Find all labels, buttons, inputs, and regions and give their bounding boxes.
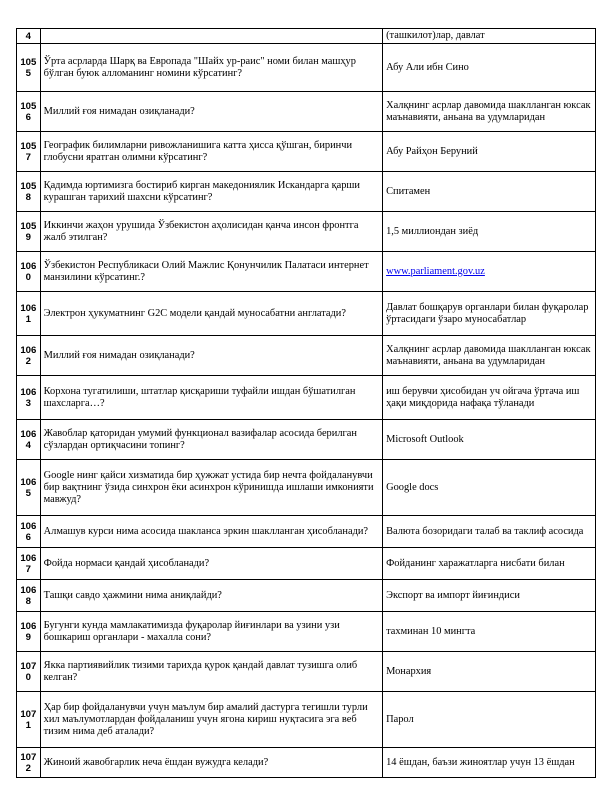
row-number [17, 292, 41, 336]
row-number-line1: 106 [20, 584, 37, 596]
row-number-line2: 3 [25, 397, 31, 409]
row-number [17, 460, 41, 516]
question-cell: Жиноий жавобгарлик неча ёшдан вужудга келади? [40, 748, 382, 778]
row-number-line2: 7 [25, 151, 31, 163]
row-number [17, 580, 41, 612]
question-cell: Географик билимларни ривожланишига катта ҳисса қўшган, биринчи глобусни яратган олимни кўрсатинг? [40, 132, 382, 172]
answer-cell: Парол [383, 692, 596, 748]
row-number-line1: 105 [20, 220, 37, 232]
question-cell: Қадимда юртимизга бостириб кирган македониялик Искандарга қарши курашган тарихий шахсни кўрсатинг? [40, 172, 382, 212]
row-number-line1: 4 [25, 30, 31, 42]
row-number-line2: 1 [25, 313, 31, 325]
row-number-line1: 106 [20, 260, 37, 272]
row-number-line2: 5 [25, 67, 31, 79]
answer-cell: Экспорт ва импорт йиғиндиси [383, 580, 596, 612]
row-number-line2: 6 [25, 111, 31, 123]
answer-cell: 1,5 миллиондан зиёд [383, 212, 596, 252]
table-row [17, 460, 596, 516]
row-number [17, 132, 41, 172]
row-number-line2: 6 [25, 531, 31, 543]
question-cell: Корхона тугатилиши, штатлар қисқариши туфайли ишдан бўшатилган шахсларга…? [40, 376, 382, 420]
row-number [17, 29, 41, 44]
row-number-line2: 8 [25, 595, 31, 607]
row-number [17, 548, 41, 580]
qa-table-body [17, 29, 596, 778]
row-number-line1: 106 [20, 520, 37, 532]
answer-cell: (ташкилот)лар, давлат [383, 29, 596, 44]
question-cell: Миллий ғоя нимадан озиқланади? [40, 336, 382, 376]
row-number-line2: 4 [25, 439, 31, 451]
question-cell: Ўзбекистон Республикаси Олий Мажлис Қонунчилик Палатаси интернет манзилини кўрсатинг.? [40, 252, 382, 292]
row-number-line1: 106 [20, 428, 37, 440]
table-row [17, 548, 596, 580]
question-cell: Ўрта асрларда Шарқ ва Европада "Шайх ур-раис" номи билан машҳур бўлган буюк алломанинг номини кўрсатинг? [40, 44, 382, 92]
table-row [17, 420, 596, 460]
question-cell: Якка партиявийлик тизими тарихда қурок қандай давлат тузишга олиб келган? [40, 652, 382, 692]
row-number-line1: 106 [20, 552, 37, 564]
question-cell: Миллий ғоя нимадан озиқланади? [40, 92, 382, 132]
row-number-line2: 2 [25, 355, 31, 367]
table-row [17, 252, 596, 292]
row-number-line2: 9 [25, 231, 31, 243]
row-number-line1: 106 [20, 476, 37, 488]
row-number-line2: 9 [25, 631, 31, 643]
row-number [17, 420, 41, 460]
row-number-line1: 107 [20, 751, 37, 763]
answer-cell: тахминан 10 мингта [383, 612, 596, 652]
question-cell [40, 29, 382, 44]
question-cell: Ҳар бир фойдаланувчи учун маълум бир амалий дастурга тегишли турли хил маълумотлардан фойдаланиш учун ягона кириш нуқтасига эга веб тизим нима деб аталади? [40, 692, 382, 748]
answer-cell: Microsoft Outlook [383, 420, 596, 460]
row-number [17, 92, 41, 132]
table-row [17, 516, 596, 548]
row-number-line2: 1 [25, 719, 31, 731]
row-number-line1: 106 [20, 620, 37, 632]
answer-cell: Фойданинг харажатларга нисбати билан [383, 548, 596, 580]
row-number-line1: 105 [20, 140, 37, 152]
row-number-line2: 0 [25, 271, 31, 283]
table-row [17, 212, 596, 252]
row-number-line1: 106 [20, 302, 37, 314]
table-row [17, 44, 596, 92]
table-row [17, 376, 596, 420]
answer-cell: Халқнинг асрлар давомида шаклланган юксак маънавияти, аньана ва удумларидан [383, 336, 596, 376]
row-number-line2: 8 [25, 191, 31, 203]
row-number-line1: 107 [20, 660, 37, 672]
answer-cell: иш берувчи ҳисобидан уч ойгача ўртача иш ҳақи миқдорида нафақа тўланади [383, 376, 596, 420]
table-row [17, 612, 596, 652]
table-row [17, 132, 596, 172]
table-row [17, 29, 596, 44]
answer-cell: Google docs [383, 460, 596, 516]
question-cell: Жавоблар қаторидан умумий функционал вазифалар асосида берилган сўзлардан ортиқчасини топинг? [40, 420, 382, 460]
answer-cell: Спитамен [383, 172, 596, 212]
row-number [17, 516, 41, 548]
row-number-line1: 105 [20, 100, 37, 112]
row-number-line1: 106 [20, 344, 37, 356]
question-cell: Алмашув курси нима асосида шакланса эркин шаклланган ҳисобланади? [40, 516, 382, 548]
row-number [17, 212, 41, 252]
question-cell: Фойда нормаси қандай ҳисобланади? [40, 548, 382, 580]
answer-cell: Давлат бошқарув органлари билан фуқаролар ўртасидаги ўзаро муносабатлар [383, 292, 596, 336]
answer-cell: Абу Али ибн Сино [383, 44, 596, 92]
answer-cell: Абу Райҳон Беруний [383, 132, 596, 172]
table-row [17, 652, 596, 692]
row-number-line1: 105 [20, 180, 37, 192]
row-number [17, 652, 41, 692]
answer-cell: Монархия [383, 652, 596, 692]
table-row [17, 336, 596, 376]
row-number-line2: 2 [25, 762, 31, 774]
answer-cell: Валюта бозоридаги талаб ва таклиф асосида [383, 516, 596, 548]
row-number-line2: 0 [25, 671, 31, 683]
table-row [17, 292, 596, 336]
row-number [17, 252, 41, 292]
row-number-line2: 7 [25, 563, 31, 575]
answer-cell: Халқнинг асрлар давомида шаклланган юксак маънавияти, аньана ва удумларидан [383, 92, 596, 132]
row-number [17, 376, 41, 420]
table-row [17, 92, 596, 132]
parliament-link[interactable]: www.parliament.gov.uz [386, 265, 485, 277]
question-cell: Бугунги кунда мамлакатимизда фуқаролар йиғинлари ва узини узи бошкариш органлари - махалла сони? [40, 612, 382, 652]
question-cell: Электрон ҳукуматнинг G2C модели қандай муносабатни англатади? [40, 292, 382, 336]
row-number-line1: 107 [20, 708, 37, 720]
row-number-line1: 105 [20, 56, 37, 68]
answer-cell [383, 252, 596, 292]
row-number [17, 748, 41, 778]
row-number-line2: 5 [25, 487, 31, 499]
table-row [17, 172, 596, 212]
answer-cell: 14 ёшдан, баъзи жиноятлар учун 13 ёшдан [383, 748, 596, 778]
question-cell: Ташқи савдо ҳажмини нима аниқлайди? [40, 580, 382, 612]
question-cell: Иккинчи жаҳон урушида Ўзбекистон аҳолисидан қанча инсон фронтга жалб этилган? [40, 212, 382, 252]
table-row [17, 748, 596, 778]
row-number-line1: 106 [20, 386, 37, 398]
row-number [17, 692, 41, 748]
row-number [17, 612, 41, 652]
row-number [17, 172, 41, 212]
table-row [17, 692, 596, 748]
qa-table [16, 28, 596, 778]
question-cell: Google нинг қайси хизматида бир ҳужжат устида бир нечта фойдаланувчи бир вақтнинг ўзида синхрон ёки асинхрон кўринишда ишлаши имконияти мавжуд? [40, 460, 382, 516]
row-number [17, 44, 41, 92]
table-row [17, 580, 596, 612]
row-number [17, 336, 41, 376]
